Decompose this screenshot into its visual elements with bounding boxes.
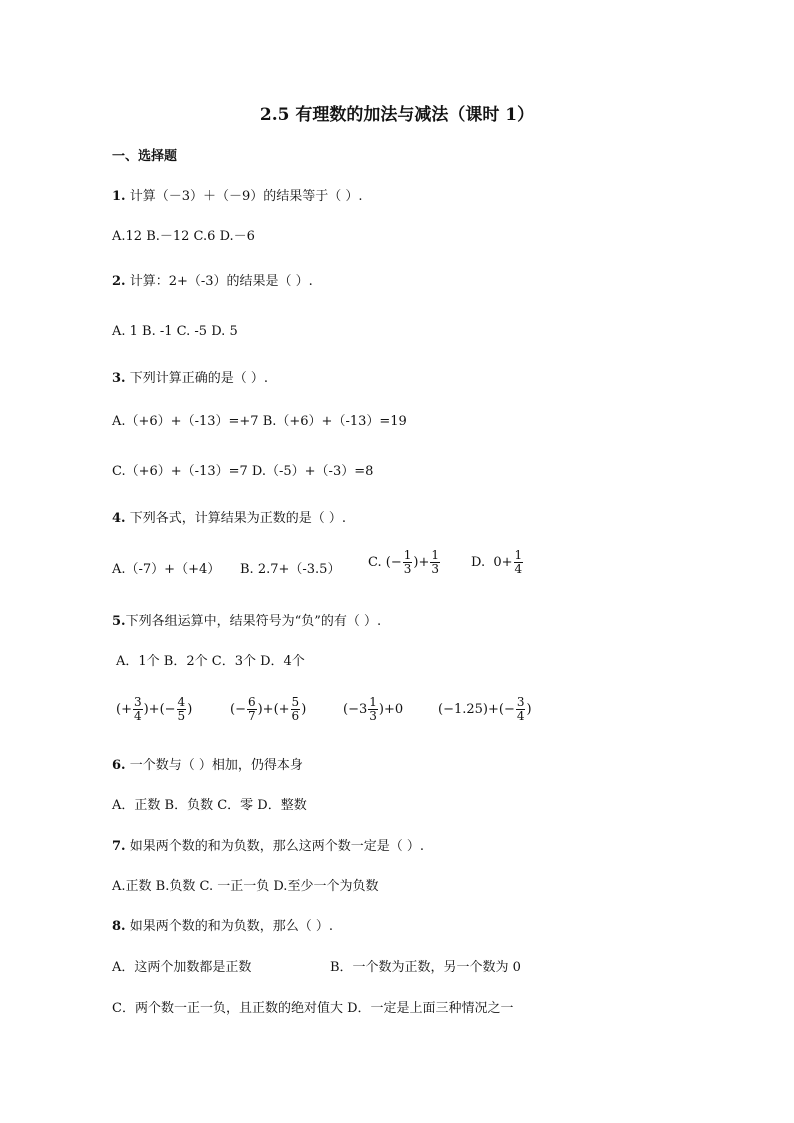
- question-2: [112, 273, 313, 291]
- denominator: 4: [516, 709, 525, 723]
- question-4-option-c: [368, 549, 441, 576]
- math-text: )+(+: [257, 702, 290, 717]
- question-number: 3.: [112, 371, 126, 386]
- math-text: ): [187, 702, 193, 717]
- math-text: (−3: [343, 702, 368, 717]
- question-number: 2.: [112, 274, 126, 289]
- denominator: 4: [514, 562, 523, 576]
- fraction: [247, 696, 257, 723]
- question-number: 1.: [112, 189, 126, 204]
- math-text: )+0: [378, 702, 404, 717]
- math-text: (+: [116, 702, 132, 717]
- fraction: [368, 696, 378, 723]
- math-text: 0+: [493, 555, 513, 570]
- numerator: 1: [403, 548, 412, 562]
- numerator: 4: [177, 695, 186, 709]
- question-number: 7.: [112, 839, 126, 854]
- fraction: [177, 696, 187, 723]
- question-5-expression-3: [343, 696, 403, 723]
- question-text: 如果两个数的和为负数，那么（ ）.: [125, 919, 333, 934]
- fraction: [430, 549, 440, 576]
- fraction: [291, 696, 301, 723]
- question-5: [112, 613, 381, 631]
- fraction: [403, 549, 413, 576]
- question-7-options: A.正数 B.负数 C. 一正一负 D.至少一个为负数: [112, 879, 379, 894]
- question-4-option-a: A.（-7）+（+4）: [112, 562, 221, 577]
- numerator: 1: [431, 548, 439, 562]
- question-8-option-a: A．这两个加数都是正数: [112, 960, 252, 975]
- math-text: (−: [230, 702, 246, 717]
- question-1: [112, 188, 363, 206]
- denominator: 7: [247, 709, 256, 723]
- question-text: 下列计算正确的是（ ）.: [125, 371, 268, 386]
- question-6-options: A．正数 B．负数 C．零 D．整数: [112, 798, 307, 813]
- fraction: [133, 696, 143, 723]
- question-text: 下列各组运算中，结果符号为“负”的有（ ）.: [125, 614, 382, 629]
- question-5-expression-1: [116, 696, 192, 723]
- question-8-options-row-2: C．两个数一正一负，且正数的绝对值大 D．一定是上面三种情况之一: [112, 1001, 514, 1016]
- question-6: [112, 757, 303, 775]
- question-1-options: A.12 B.－12 C.6 D.－6: [112, 229, 255, 244]
- numerator: 3: [133, 695, 142, 709]
- question-4-option-d: [471, 549, 524, 576]
- math-text: ): [526, 702, 532, 717]
- math-text: (−1.25)+(−: [438, 702, 515, 717]
- question-8: [112, 918, 333, 936]
- question-4-option-b: B. 2.7+（-3.5）: [240, 562, 341, 577]
- question-number: 5.: [112, 614, 126, 629]
- math-text: ): [301, 702, 307, 717]
- numerator: 3: [516, 695, 525, 709]
- question-4: [112, 510, 346, 528]
- numerator: 1: [514, 548, 523, 562]
- question-3: [112, 370, 268, 388]
- question-text: 一个数与（ ）相加，仍得本身: [125, 758, 303, 773]
- math-text: (−: [385, 555, 402, 570]
- question-5-expression-2: [230, 696, 306, 723]
- question-text: 如果两个数的和为负数，那么这两个数一定是（ ）.: [125, 839, 424, 854]
- denominator: 3: [431, 562, 439, 576]
- numerator: 5: [291, 695, 300, 709]
- denominator: 3: [369, 709, 377, 723]
- denominator: 4: [133, 709, 142, 723]
- question-7: [112, 838, 424, 856]
- question-5-options: A．1个 B．2个 C．3个 D．4个: [116, 654, 305, 669]
- question-number: 8.: [112, 919, 126, 934]
- fraction: [516, 696, 526, 723]
- denominator: 3: [403, 562, 412, 576]
- option-label: D.: [471, 555, 486, 570]
- question-3-options-row-2: C.（+6）+（-13）=7 D.（-5）+（-3）=8: [112, 464, 374, 479]
- question-3-options-row-1: A.（+6）+（-13）=+7 B.（+6）+（-13）=19: [112, 414, 407, 429]
- question-number: 4.: [112, 511, 126, 526]
- question-8-option-b: B．一个数为正数，另一个数为 0: [330, 960, 521, 975]
- numerator: 6: [247, 695, 256, 709]
- question-5-expression-4: [438, 696, 532, 723]
- denominator: 5: [177, 709, 186, 723]
- math-text: )+(−: [143, 702, 176, 717]
- math-text: )+: [413, 555, 430, 570]
- question-text: 计算（－3）＋（－9）的结果等于（ ）.: [125, 189, 363, 204]
- question-text: 计算：2+（-3）的结果是（ ）.: [125, 274, 313, 289]
- option-label: C.: [368, 555, 382, 570]
- denominator: 6: [291, 709, 300, 723]
- question-number: 6.: [112, 758, 126, 773]
- question-2-options: A. 1 B. -1 C. -5 D. 5: [112, 324, 238, 339]
- question-text: 下列各式，计算结果为正数的是（ ）.: [125, 511, 346, 526]
- section-heading: 一、选择题: [112, 149, 178, 164]
- numerator: 1: [369, 695, 377, 709]
- page-title: 2.5 有理数的加法与减法（课时 1）: [259, 105, 535, 125]
- fraction: [514, 549, 524, 576]
